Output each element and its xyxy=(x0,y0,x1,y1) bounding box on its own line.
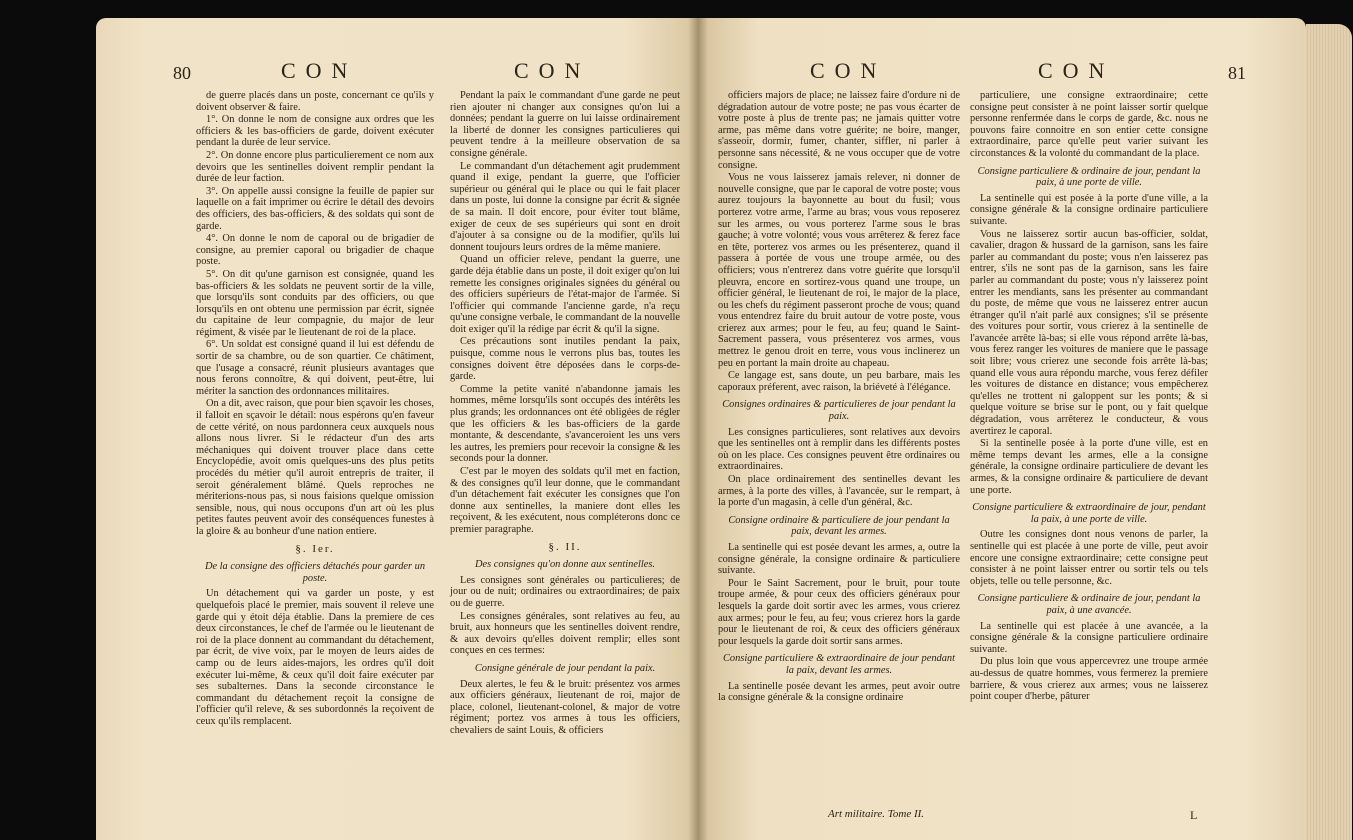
paragraph: La sentinelle qui est posée à la porte d'une ville, a la consigne générale & la consigne ordinaire particuliere suivante. xyxy=(970,192,1208,227)
section-heading: §. Ier. xyxy=(295,542,335,555)
running-header-right: CON xyxy=(514,58,591,83)
paragraph: Vous ne vous laisserez jamais relever, ni donner de nouvelle consigne, que par le caporal de votre poste; vous aurez toujours la bayonnette au bout du fusil; vous porterez votre arme, l'arme au bras; vous vous reposerez sur les armes, ou vous porterez l'arme sous le bras gauche; à votre volonté; vous vous arrêterez & ferez face en tête, porterez vos armes ou les présenterez, quand il passera à portée de vous une troupe armée, ou des officiers; vous n'entrerez dans votre guérite que lorsqu'il pleuvra, encore en sortirez-vous quand une troupe, un officier général, le lieutenant de roi, le major de la place, ou les chefs du régiment passeront proche de vous; quand vous entendrez faire du bruit autour de votre poste, vous crierez aux armes; pour le feu, au feu; quand le Saint-Sacrement passera, vous présenterez vos armes, vous mettrez le genou droit en terre, vous vous inclinerez un peu en portant la main droite au chapeau. xyxy=(718,172,960,369)
paragraph: Outre les consignes dont nous venons de parler, la sentinelle qui est placée à une porte de ville, peut avoir encore une consigne extraordinaire; cette consigne peut consister à ne point laisser entrer ou sortir tels ou tels objets, telle ou telle personne, &c. xyxy=(970,529,1208,587)
paragraph: On place ordinairement des sentinelles devant les armes, à la porte des villes, à l'avancée, sur le rempart, à la porte d'un magasin, à celle d'un général, &c. xyxy=(718,474,960,509)
left-page-column-2 xyxy=(450,90,680,737)
paragraph: Un détachement qui va garder un poste, y est quelquefois placé le premier, mais souvent il releve une garde qui y étoit déja établie. Dans la premiere de ces deux circonstances, le chef de l'armée ou le lieutenant de roi de la place donnent au commandant du détachement, par écrit, de vive voix, par le moyen de leurs aides de camp ou de leurs aides-majors, les ordres qu'il doit exécuter lui-même, & ceux qu'il doit faire exécuter par ses subalternes. Dans la seconde circonstance le commandant du détachement reçoit la consigne de l'officier qu'il releve, & ses subordonnés la reçoivent de ceux qu'ils remplacent. xyxy=(196,588,434,727)
paragraph: 4°. On donne le nom de caporal ou de brigadier de consigne, au premier caporal ou brigadier de chaque poste. xyxy=(196,233,434,268)
book-gutter xyxy=(688,18,708,840)
paragraph: Ce langage est, sans doute, un peu barbare, mais les caporaux préferent, avec raison, la briéveté à l'élégance. xyxy=(718,370,960,393)
paragraph: La sentinelle qui est posée devant les armes, a, outre la consigne générale, la consigne ordinaire & particuliere suivante. xyxy=(718,541,960,577)
left-page-column-1 xyxy=(196,90,434,728)
subheading: Des consignes qu'on donne aux sentinelles. xyxy=(475,559,655,571)
paragraph: Les consignes générales, sont relatives au feu, au bruit, aux honneurs que les sentinelles doivent rendre, & aux devoirs qu'elles doivent remplir; elles sont conçues en ces termes: xyxy=(450,610,680,657)
paragraph: Le commandant d'un détachement agit prudemment quand il exige, pendant la guerre, que l'officier supérieur ou général qui le place ou qui le fait placer dans un poste, lui donne la consigne par écrit & signée de sa main. Il doit encore, pour éviter tout blâme, exiger de ceux de ses supérieurs qui sont en droit d'ajouter à sa consigne ou de la modifier, qu'ils lui donnent toujours leurs ordres de la même maniere. xyxy=(450,160,680,253)
running-header-left: CON xyxy=(281,58,358,83)
paragraph: Du plus loin que vous appercevrez une troupe armée au-dessus de quatre hommes, vous fermerez la premiere barriere, & vous crierez aux armes; vous ne laisserez point couper d'herbe, pâturer xyxy=(970,656,1208,703)
subheading: Consignes ordinaires & particulieres de jour pendant la paix. xyxy=(722,399,956,423)
subheading: Consigne particuliere & ordinaire de jour, pendant la paix, à une avancée. xyxy=(977,593,1201,616)
left-page xyxy=(96,18,698,840)
paragraph: officiers majors de place; ne laissez faire d'ordure ni de dégradation autour de votre poste; ne pas vous écarter de votre poste à plus de trente pas; ne jamais quitter votre arme, pas même dans votre guérite; ne boire, manger, s'asseoir, dormir, fumer, chanter, siffler, ni parler à personne sans nécessité, & ne vous occuper que de votre consigne. xyxy=(718,90,960,171)
paragraph: particuliere, une consigne extraordinaire; cette consigne peut consister à ne point laisser sortir quelque personne renfermée dans le corps de garde, &c. nous ne pouvons faire connoitre en son entier cette consigne extraordinaire, parce qu'elle peut varier suivant les circonstances & la volonté du commandant de la place. xyxy=(970,90,1208,159)
paragraph: de guerre placés dans un poste, concernant ce qu'ils y doivent observer & faire. xyxy=(196,90,434,113)
running-header-right: CON xyxy=(1038,58,1115,83)
paragraph: Vous ne laisserez sortir aucun bas-officier, soldat, cavalier, dragon & hussard de la garnison, sans les faire parler au commandant du poste; vous n'en laisserez pas entrer, s'ils ne sont pas de la garnison, sans les faire parler au commandant du poste; vous n'y laisserez point entrer les mendiants, sans les présenter au commandant du poste, de même que vous ne laisserez entrer aucun étranger qu'il n'ait parlé aux consignes; s'il se présente des voitures pour sortir, vous crierez à la sentinelle de l'avancée arrête là-bas; si elle vous répond arrête là-bas, vous ferez ranger les voitures de maniere que le passage soit libre; vous crierez une seconde fois arrête là-bas; quand elle vous aura répondu marche, vous ferez défiler les voitures de distance en distance; vous empêcherez qu'elles ne trottent ni galoppent sur les ponts; & si quelque voiture se brise sur le pont, ou y fait quelque dégradation, vous arrêterez le conducteur, & vous avertirez le caporal. xyxy=(970,228,1208,437)
page-number: 80 xyxy=(173,63,191,83)
subheading: Consigne ordinaire & particuliere de jour pendant la paix, devant les armes. xyxy=(728,514,950,538)
paragraph: Ces précautions sont inutiles pendant la paix, puisque, comme nous le verrons plus bas, toutes les consignes doivent être déposées dans le corps-de-garde. xyxy=(450,336,680,383)
right-page-column-2 xyxy=(970,90,1208,704)
paragraph: La sentinelle posée devant les armes, peut avoir outre la consigne générale & la consigne ordinaire xyxy=(718,680,960,704)
paragraph: La sentinelle qui est placée à une avancée, a la consigne générale & la consigne particuliere ordinaire suivante. xyxy=(970,620,1208,655)
signature-mark: L xyxy=(1190,808,1198,822)
subheading: Consigne particuliere & ordinaire de jour, pendant la paix, à une porte de ville. xyxy=(977,165,1201,189)
paragraph: Les consignes particulieres, sont relatives aux devoirs que les sentinelles ont à remplir dans les différents postes où on les place. Ces consignes peuvent être ordinaires ou extraordinaires. xyxy=(718,426,960,473)
paragraph: Les consignes sont générales ou particulieres; de jour ou de nuit; ordinaires ou extraordinaires; de paix ou de guerre. xyxy=(450,574,680,609)
paragraph: Deux alertes, le feu & le bruit: présentez vos armes aux officiers généraux, lieutenant de roi, major de place, colonel, lieutenant-colonel, & major de votre régiment; portez vos armes à tous les officiers, chevaliers de saint Louis, & officiers xyxy=(450,678,680,736)
right-page xyxy=(698,18,1306,840)
paragraph: 1°. On donne le nom de consigne aux ordres que les officiers & les bas-officiers de garde, doivent exécuter pendant la durée de leur service. xyxy=(196,114,434,149)
page-edges xyxy=(1306,24,1352,840)
running-header-left: CON xyxy=(810,58,887,83)
subheading: De la consigne des officiers détachés pour garder un poste. xyxy=(204,561,426,584)
footer-volume: Art militaire. Tome II. xyxy=(828,808,925,820)
section-heading: §. II. xyxy=(548,540,582,553)
page-number: 81 xyxy=(1228,63,1246,83)
subheading: Consigne particuliere & extraordinaire de jour pendant la paix, devant les armes. xyxy=(722,653,956,676)
paragraph: 5°. On dit qu'une garnison est consignée, quand les bas-officiers & les soldats ne peuvent sortir de la ville, que lorsqu'ils sont conduits par des officiers, ou que lorsqu'ils en ont obtenu une permission par écrit, signée du capitaine de leur compagnie, du major de leur régiment, & visée par le lieutenant de roi de la place. xyxy=(196,268,434,338)
paragraph: 2°. On donne encore plus particulierement ce nom aux devoirs que les sentinelles doivent remplir pendant la durée de leur faction. xyxy=(196,149,434,185)
paragraph: Si la sentinelle posée à la porte d'une ville, est en même temps devant les armes, elle a la consigne générale, la consigne ordinaire particuliere de devant les armes, & la consigne ordinaire & particuliere de devant une porte. xyxy=(970,438,1208,496)
subheading: Consigne générale de jour pendant la paix. xyxy=(474,662,656,674)
paragraph: 6°. Un soldat est consigné quand il lui est défendu de sortir de sa chambre, ou de son quartier. Ce châtiment, que l'usage a consacré, réunit plusieurs avantages que nous ferons connoître, & qui doivent, peut-être, lui mériter la sanction des ordonnances militaires. xyxy=(196,339,434,397)
open-book xyxy=(96,18,1306,840)
paragraph: Comme la petite vanité n'abandonne jamais les hommes, même lorsqu'ils sont occupés des intérêts les plus grands; les ordonnances ont été obligées de régler que les officiers & les bas-officiers de la garde montante, & descendante, s'avanceroient les uns vers les autres, les premiers pour recevoir la consigne & les seconds pour la donner. xyxy=(450,383,680,465)
subheading: Consigne particuliere & extraordinaire de jour, pendant la paix, à une porte de ville. xyxy=(972,502,1206,525)
paragraph: On a dit, avec raison, que pour bien sçavoir les choses, il falloit en sçavoir le détail: nous espérons qu'en faveur de cette vérité, on nous pardonnera ceux auxquels nous allons nous livrer. Si le rédacteur d'un des arts méchaniques qui doivent trouver place dans cette Encyclopédie, avoit omis quelques-uns des plus petits procédés du métier qu'il auroit entrepris de traiter, il seroit généralement blâmé. Quels reproches ne mériterions-nous pas, si nous faisions quelque omission sensible, nous, qui nous occupons d'un art où les plus petites fautes peuvent avoir des conséquences funestes à la gloire & au bonheur d'une nation entiere. xyxy=(196,398,434,537)
paragraph: C'est par le moyen des soldats qu'il met en faction, & des consignes qu'il leur donne, que le commandant d'un détachement fait exécuter les consignes que l'on donne aux sentinelles, la maniere dont elles les reçoivent, & les exécutent, nous compléterons donc ce premier paragraphe. xyxy=(450,466,680,535)
paragraph: Pendant la paix le commandant d'une garde ne peut rien ajouter ni changer aux consignes qu'on lui a données; pendant la guerre on lui laisse ordinairement la liberté de donner les consignes particulieres qui peuvent tendre à la meilleure observation de sa consigne générale. xyxy=(450,90,680,159)
right-page-column-1 xyxy=(718,90,960,705)
paragraph: 3°. On appelle aussi consigne la feuille de papier sur laquelle on a fait imprimer ou écrire le détail des devoirs des officiers, des bas-officiers, & des soldats qui sont de garde. xyxy=(196,185,434,232)
paragraph: Pour le Saint Sacrement, pour le bruit, pour toute troupe armée, & pour ceux des officiers généraux pour lesquels la garde doit sortir avec les armes, vous crierez aux armes; pour le feu, au feu; vous crierez hors la garde pour le lieutenant de roi, & ceux des officiers généraux pour lesquels la garde doit sortir sans armes. xyxy=(718,577,960,647)
paragraph: Quand un officier releve, pendant la guerre, une garde déja établie dans un poste, il doit exiger qu'on lui remette les consignes originales signées du général ou des officiers supérieurs de l'état-major de l'armée. Si l'officier qui commande l'ancienne garde, n'a reçu qu'une consigne verbale, le commandant de la nouvelle doit exiger qu'il la rédige par écrit & qu'il la signe. xyxy=(450,254,680,335)
